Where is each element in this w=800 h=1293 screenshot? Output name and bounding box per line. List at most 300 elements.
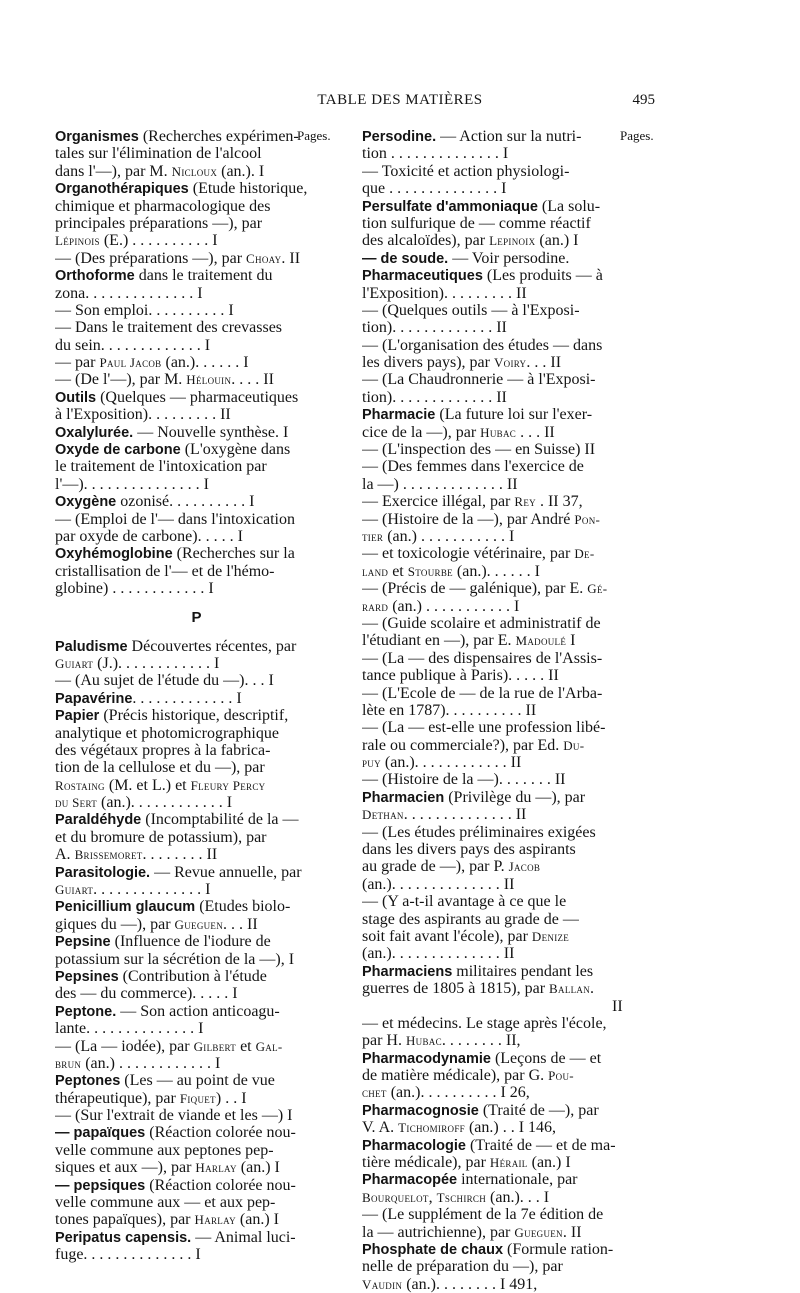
entry-text: (an.). I <box>217 162 265 180</box>
index-line <box>55 829 338 846</box>
line-text <box>362 945 514 962</box>
index-line <box>362 911 645 928</box>
line-text <box>362 1189 549 1206</box>
index-line <box>55 707 338 724</box>
entry-text: (Recherches sur la <box>172 545 295 563</box>
entry-text: — (Emploi de l'— dans l'intoxication <box>55 510 295 528</box>
index-line <box>362 1206 645 1223</box>
line-text <box>55 528 243 545</box>
index-line <box>362 302 645 319</box>
line-text <box>55 441 290 458</box>
entry-keyword: Pharmacien <box>362 789 445 806</box>
index-line <box>362 250 645 267</box>
entry-text: (an.) . . . . . . . . . . . I <box>383 527 515 545</box>
line-text <box>362 458 584 475</box>
index-line <box>362 389 645 406</box>
entry-text: ) . . I <box>215 1089 247 1107</box>
index-line <box>55 580 338 597</box>
line-text <box>55 655 219 672</box>
author-name: rard <box>362 598 389 614</box>
entry-text: — (Précis de — galénique), par E. <box>362 580 588 598</box>
author-name: brun <box>55 1055 82 1071</box>
line-text <box>55 898 290 915</box>
author-name: Du- <box>563 737 585 753</box>
line-text <box>362 1067 574 1084</box>
entry-text: (M. et L.) et <box>104 776 191 794</box>
author-name: Hubac <box>480 424 517 440</box>
entry-text: — (L'Ecole de — de la rue de l'Arba- <box>362 684 603 702</box>
entry-text: stage des aspirants au grade de — <box>362 910 579 928</box>
page-ref <box>634 998 645 1014</box>
index-line <box>362 371 645 388</box>
line-text <box>362 285 527 302</box>
index-line <box>362 441 645 458</box>
index-line <box>55 389 338 406</box>
index-line <box>362 511 645 528</box>
page-ref <box>634 1119 645 1135</box>
line-text <box>55 1246 201 1263</box>
index-line <box>362 963 645 980</box>
entry-text: . <box>590 980 595 998</box>
page-ref <box>634 285 645 301</box>
index-line <box>362 424 645 441</box>
entry-text: (an.). . . . . . . . . . . . . . II <box>362 945 515 963</box>
entry-text: — (La — iodée), par <box>55 1037 194 1055</box>
author-name: Jacob <box>508 859 541 875</box>
author-name: Stourbe <box>407 563 453 579</box>
entry-text: (an.). . . . . . . . . . I 26, <box>386 1084 530 1102</box>
page-ref <box>634 1084 645 1100</box>
index-line <box>362 1067 645 1084</box>
entry-text: (an.) I <box>527 1154 571 1172</box>
entry-text: velle commune aux — et aux pep- <box>55 1194 276 1212</box>
author-name: Guiart <box>55 655 94 671</box>
index-line <box>55 1038 338 1055</box>
entry-text: — (Au sujet de l'étude du —). . . I <box>55 672 274 690</box>
page-ref <box>634 424 645 440</box>
line-text <box>55 725 279 742</box>
entry-keyword: Pepsines <box>55 968 119 985</box>
index-line <box>55 1107 338 1124</box>
index-line <box>362 1258 645 1275</box>
index-line <box>55 198 338 215</box>
line-text <box>55 145 262 162</box>
index-line <box>362 841 645 858</box>
page-ref <box>634 145 645 161</box>
entry-keyword: Organothérapiques <box>55 181 189 198</box>
line-text <box>55 389 298 406</box>
index-line <box>55 511 338 528</box>
entry-text: II <box>612 997 623 1015</box>
entry-keyword: Pharmaceutiques <box>362 268 483 285</box>
author-name: Vaudin <box>362 1276 403 1292</box>
index-line <box>55 1072 338 1089</box>
entry-keyword: Pharmaciens <box>362 963 453 980</box>
line-text <box>362 1102 599 1119</box>
line-text <box>362 876 514 893</box>
line-text <box>362 911 579 928</box>
index-line <box>55 528 338 545</box>
line-text <box>362 754 521 771</box>
entry-text: tière médicale), par <box>362 1154 490 1172</box>
index-line <box>55 354 338 371</box>
line-text <box>55 690 242 707</box>
author-name: Voiry <box>493 355 527 371</box>
index-line <box>55 1211 338 1228</box>
author-name: land <box>362 563 389 579</box>
entry-text: (La solu- <box>537 197 601 215</box>
line-text <box>55 232 218 249</box>
line-text <box>55 1055 220 1072</box>
index-line <box>55 563 338 580</box>
entry-text: et du bromure de potassium), par <box>55 828 267 846</box>
entry-keyword: Pharmacopée <box>362 1172 458 1189</box>
index-line <box>55 545 338 562</box>
line-text <box>362 928 569 945</box>
index-line <box>362 545 645 562</box>
entry-text: la —) . . . . . . . . . . . . . II <box>362 475 518 493</box>
page-ref <box>634 528 645 544</box>
index-line <box>362 667 645 684</box>
entries-o <box>55 128 338 598</box>
line-text <box>55 267 272 284</box>
index-line <box>55 777 338 794</box>
line-text <box>362 841 576 858</box>
entry-keyword: Paraldéhyde <box>55 812 142 829</box>
index-line <box>55 371 338 388</box>
entry-text: (Les — au point de vue <box>120 1072 275 1090</box>
line-text <box>362 615 601 632</box>
entry-text: — (L'inspection des — en Suisse) II <box>362 441 596 459</box>
index-line <box>362 145 645 162</box>
index-line <box>362 180 645 197</box>
entry-text: — Son emploi. . . . . . . . . . I <box>55 301 234 319</box>
index-line <box>55 933 338 950</box>
author-name: Rey <box>514 494 536 510</box>
index-line <box>362 128 645 145</box>
page-ref <box>634 806 645 822</box>
author-name: Denize <box>531 928 570 944</box>
entry-keyword: Phosphate de chaux <box>362 1242 504 1258</box>
entry-text: — (Des femmes dans l'exercice de <box>362 458 584 476</box>
entry-text: — Animal luci- <box>191 1228 296 1246</box>
line-text <box>362 354 561 371</box>
line-text <box>362 319 507 336</box>
line-text <box>362 963 593 980</box>
index-line <box>362 754 645 771</box>
entry-text: par oxyde de carbone). . . . . I <box>55 527 243 545</box>
entry-keyword: — papaïques <box>55 1125 146 1142</box>
line-text <box>55 424 288 441</box>
line-text <box>362 1171 578 1188</box>
index-line <box>55 145 338 162</box>
entry-text: — (Histoire de la —). . . . . . . II <box>362 771 566 789</box>
entry-text: potassium sur la sécrétion de la —), I <box>55 950 295 968</box>
index-line <box>55 898 338 915</box>
entry-text: militaires pendant les <box>452 962 594 980</box>
index-line <box>362 1137 645 1154</box>
page-ref <box>634 180 645 196</box>
page-ref <box>634 354 645 370</box>
line-text <box>362 1276 537 1293</box>
entry-text: (Influence de l'iodure de <box>110 933 271 951</box>
entry-text: tion de la cellulose et du —), par <box>55 759 265 777</box>
line-text <box>55 1072 275 1089</box>
author-name: Ballan <box>549 981 591 997</box>
entry-text: des alcaloïdes), par <box>362 232 490 250</box>
index-line <box>362 876 645 893</box>
index-line <box>362 337 645 354</box>
index-line <box>55 1090 338 1107</box>
index-line <box>55 302 338 319</box>
index-line <box>362 458 645 475</box>
index-line <box>55 881 338 898</box>
index-line <box>55 337 338 354</box>
index-line <box>55 493 338 510</box>
entry-text: du sein. . . . . . . . . . . . . I <box>55 336 211 354</box>
entry-text: (Incomptabilité de la — <box>141 811 299 829</box>
entry-text: le traitement de l'intoxication par <box>55 458 267 476</box>
author-name: Hélouin <box>186 372 232 388</box>
author-name: Lepinoix <box>489 233 536 249</box>
author-name: Paul Jacob <box>99 355 162 371</box>
author-name: Nicloux <box>171 163 218 179</box>
line-text <box>362 128 581 145</box>
line-text <box>55 638 296 655</box>
entry-keyword: Peptones <box>55 1073 121 1090</box>
entry-text: que . . . . . . . . . . . . . . I <box>362 180 507 198</box>
page-ref <box>634 232 645 248</box>
index-line <box>362 598 645 615</box>
entry-text: tion). . . . . . . . . . . . . II <box>362 388 507 406</box>
line-text <box>55 777 265 794</box>
line-text <box>362 650 602 667</box>
pages-label-right: Pages. <box>620 128 654 143</box>
entry-text: (Réaction colorée nou- <box>145 1176 296 1194</box>
index-line <box>362 476 645 493</box>
entry-text: — Exercice illégal, par <box>362 493 515 511</box>
index-column-right <box>362 128 645 1293</box>
line-text <box>55 794 232 811</box>
entry-text: (Quelques — pharmaceutiques <box>96 388 299 406</box>
entry-text: (Privilège du —), par <box>444 788 586 806</box>
line-text <box>55 933 271 950</box>
entry-text: la — autrichienne), par <box>362 1223 515 1241</box>
entry-text: — (La — des dispensaires de l'Assis- <box>362 649 603 667</box>
entry-text: — (Guide scolaire et administratif de <box>362 614 601 632</box>
entry-text: (an.) I <box>235 1211 279 1229</box>
index-line <box>362 998 645 1015</box>
index-line <box>362 1050 645 1067</box>
entry-keyword: Pharmacodynamie <box>362 1050 491 1067</box>
line-text <box>362 215 591 232</box>
entry-text: — Revue annuelle, par <box>150 863 302 881</box>
index-line <box>362 737 645 754</box>
line-text <box>55 1020 203 1037</box>
line-text <box>362 667 559 684</box>
index-line <box>362 580 645 597</box>
page-ref <box>634 563 645 579</box>
line-text <box>55 337 210 354</box>
entry-text: — et médecins. Le stage après l'école, <box>362 1014 607 1032</box>
index-line <box>55 811 338 828</box>
entry-text: lante. . . . . . . . . . . . . . I <box>55 1020 204 1038</box>
entry-text: (Traité de —), par <box>478 1101 599 1119</box>
entry-keyword: Orthoforme <box>55 268 135 285</box>
line-text <box>362 771 566 788</box>
line-text <box>362 598 519 615</box>
entry-text: — par <box>55 354 100 372</box>
entry-text: (L'oxygène dans <box>180 441 291 459</box>
line-text <box>55 285 203 302</box>
entry-text: les divers pays), par <box>362 354 494 372</box>
page-ref <box>634 876 645 892</box>
index-line <box>362 1276 645 1293</box>
entry-text: . II 37, <box>535 493 583 511</box>
entry-text: — (La Chaudronnerie — à l'Exposi- <box>362 371 596 389</box>
entry-text: . . . . . . . . . . . . . . II <box>403 806 527 824</box>
entry-keyword: Papier <box>55 708 100 725</box>
entry-text: — Dans le traitement des crevasses <box>55 319 283 337</box>
index-line <box>55 759 338 776</box>
index-line <box>362 563 645 580</box>
entry-text: (an.). . . I <box>486 1188 550 1206</box>
index-line <box>55 690 338 707</box>
index-line <box>55 285 338 302</box>
author-name: tier <box>362 528 384 544</box>
entry-text: . . . . . . . . . . . . . I <box>132 689 242 707</box>
entry-text: — (De l'—), par M. <box>55 371 187 389</box>
entry-text: (an.). . . . . . I <box>452 562 541 580</box>
index-line <box>362 354 645 371</box>
line-text <box>362 563 540 580</box>
index-line <box>362 824 645 841</box>
entry-text: — Voir persodine. <box>448 249 570 267</box>
entry-text: lète en 1787). . . . . . . . . . II <box>362 701 537 719</box>
entry-text: principales préparations —), par <box>55 214 263 232</box>
line-text <box>55 1229 296 1246</box>
line-text <box>55 371 274 388</box>
line-text <box>55 1003 280 1020</box>
entry-text: , <box>428 1188 437 1206</box>
line-text <box>55 128 299 145</box>
pages-label-left: Pages. <box>297 128 331 143</box>
index-line <box>55 1003 338 1020</box>
line-text <box>55 951 294 968</box>
index-line <box>55 476 338 493</box>
author-name: Gilbert <box>193 1038 237 1054</box>
index-line <box>362 806 645 823</box>
page-number: 495 <box>632 92 655 108</box>
index-line <box>55 232 338 249</box>
entry-text: giques du —), par <box>55 915 175 933</box>
index-line <box>55 672 338 689</box>
line-text <box>362 858 540 875</box>
index-line <box>55 846 338 863</box>
index-line <box>55 1194 338 1211</box>
index-line <box>362 1189 645 1206</box>
index-line <box>55 968 338 985</box>
entry-keyword: Penicillium glaucum <box>55 899 196 916</box>
entry-keyword: Pharmacie <box>362 407 436 424</box>
entry-text: (an.) I <box>236 1159 280 1177</box>
entry-text: soit fait avant l'école), par <box>362 927 532 945</box>
line-text <box>55 1107 292 1124</box>
entry-text: — (Les études préliminaires exigées <box>362 823 596 841</box>
author-name: Gal- <box>255 1038 283 1054</box>
author-name: Choay <box>246 250 282 266</box>
index-line <box>362 493 645 510</box>
entry-text: — Son action anticoagu- <box>116 1002 280 1020</box>
entry-text: (Traité de — et de ma- <box>465 1136 616 1154</box>
index-line <box>362 406 645 423</box>
author-name: Pon- <box>574 511 601 527</box>
entry-text: globine) . . . . . . . . . . . . I <box>55 580 214 598</box>
line-text <box>55 1177 296 1194</box>
line-text <box>362 232 579 249</box>
line-text <box>55 846 217 863</box>
line-text <box>362 1015 607 1032</box>
line-text <box>55 354 249 371</box>
index-line <box>362 719 645 736</box>
index-line <box>362 285 645 302</box>
line-text <box>362 371 595 388</box>
index-line <box>362 1119 645 1136</box>
page-ref <box>634 1154 645 1170</box>
index-line <box>55 215 338 232</box>
index-line <box>362 980 645 997</box>
author-name: Harlay <box>194 1212 236 1228</box>
index-line <box>362 893 645 910</box>
line-text <box>362 1050 601 1067</box>
author-name: Hérail <box>489 1155 528 1171</box>
author-name: Dethan <box>362 807 404 823</box>
entry-text: (an.). . . . . . . . I 491, <box>402 1275 538 1293</box>
index-line <box>55 267 338 284</box>
line-text <box>55 302 234 319</box>
entry-text: (an.) . . I 146, <box>464 1119 557 1137</box>
page-ref <box>634 632 645 648</box>
line-text <box>362 1084 530 1101</box>
entry-keyword: Papavérine <box>55 690 133 707</box>
entry-text: à l'Exposition). . . . . . . . . II <box>55 406 231 424</box>
entry-text: (an.) . . . . . . . . . . . . I <box>81 1054 221 1072</box>
entry-text: (Recherches expérimen- <box>138 128 299 145</box>
entry-text: (Précis historique, descriptif, <box>99 707 289 725</box>
index-line <box>362 771 645 788</box>
entry-keyword: Parasitologie. <box>55 864 151 881</box>
line-text <box>362 163 569 180</box>
entry-text: (Réaction colorée nou- <box>145 1124 296 1142</box>
line-text <box>362 737 584 754</box>
line-text <box>362 789 585 806</box>
entry-keyword: Pepsine <box>55 934 111 951</box>
line-text <box>362 476 518 493</box>
entry-text: tion . . . . . . . . . . . . . . I <box>362 145 509 163</box>
entry-keyword: Peptone. <box>55 1003 117 1020</box>
entry-text: . . . II <box>526 354 562 372</box>
index-line <box>55 1229 338 1246</box>
entry-text: siques et aux —), par <box>55 1159 196 1177</box>
entry-text: tion sulfurique de — comme réactif <box>362 214 591 232</box>
index-line <box>362 232 645 249</box>
entry-keyword: Oxyde de carbone <box>55 442 181 459</box>
entry-text: (La future loi sur l'exer- <box>435 406 593 424</box>
page-ref <box>634 945 645 961</box>
entry-text: (an.) I <box>535 232 579 250</box>
line-text <box>362 406 592 423</box>
index-line <box>362 1154 645 1171</box>
